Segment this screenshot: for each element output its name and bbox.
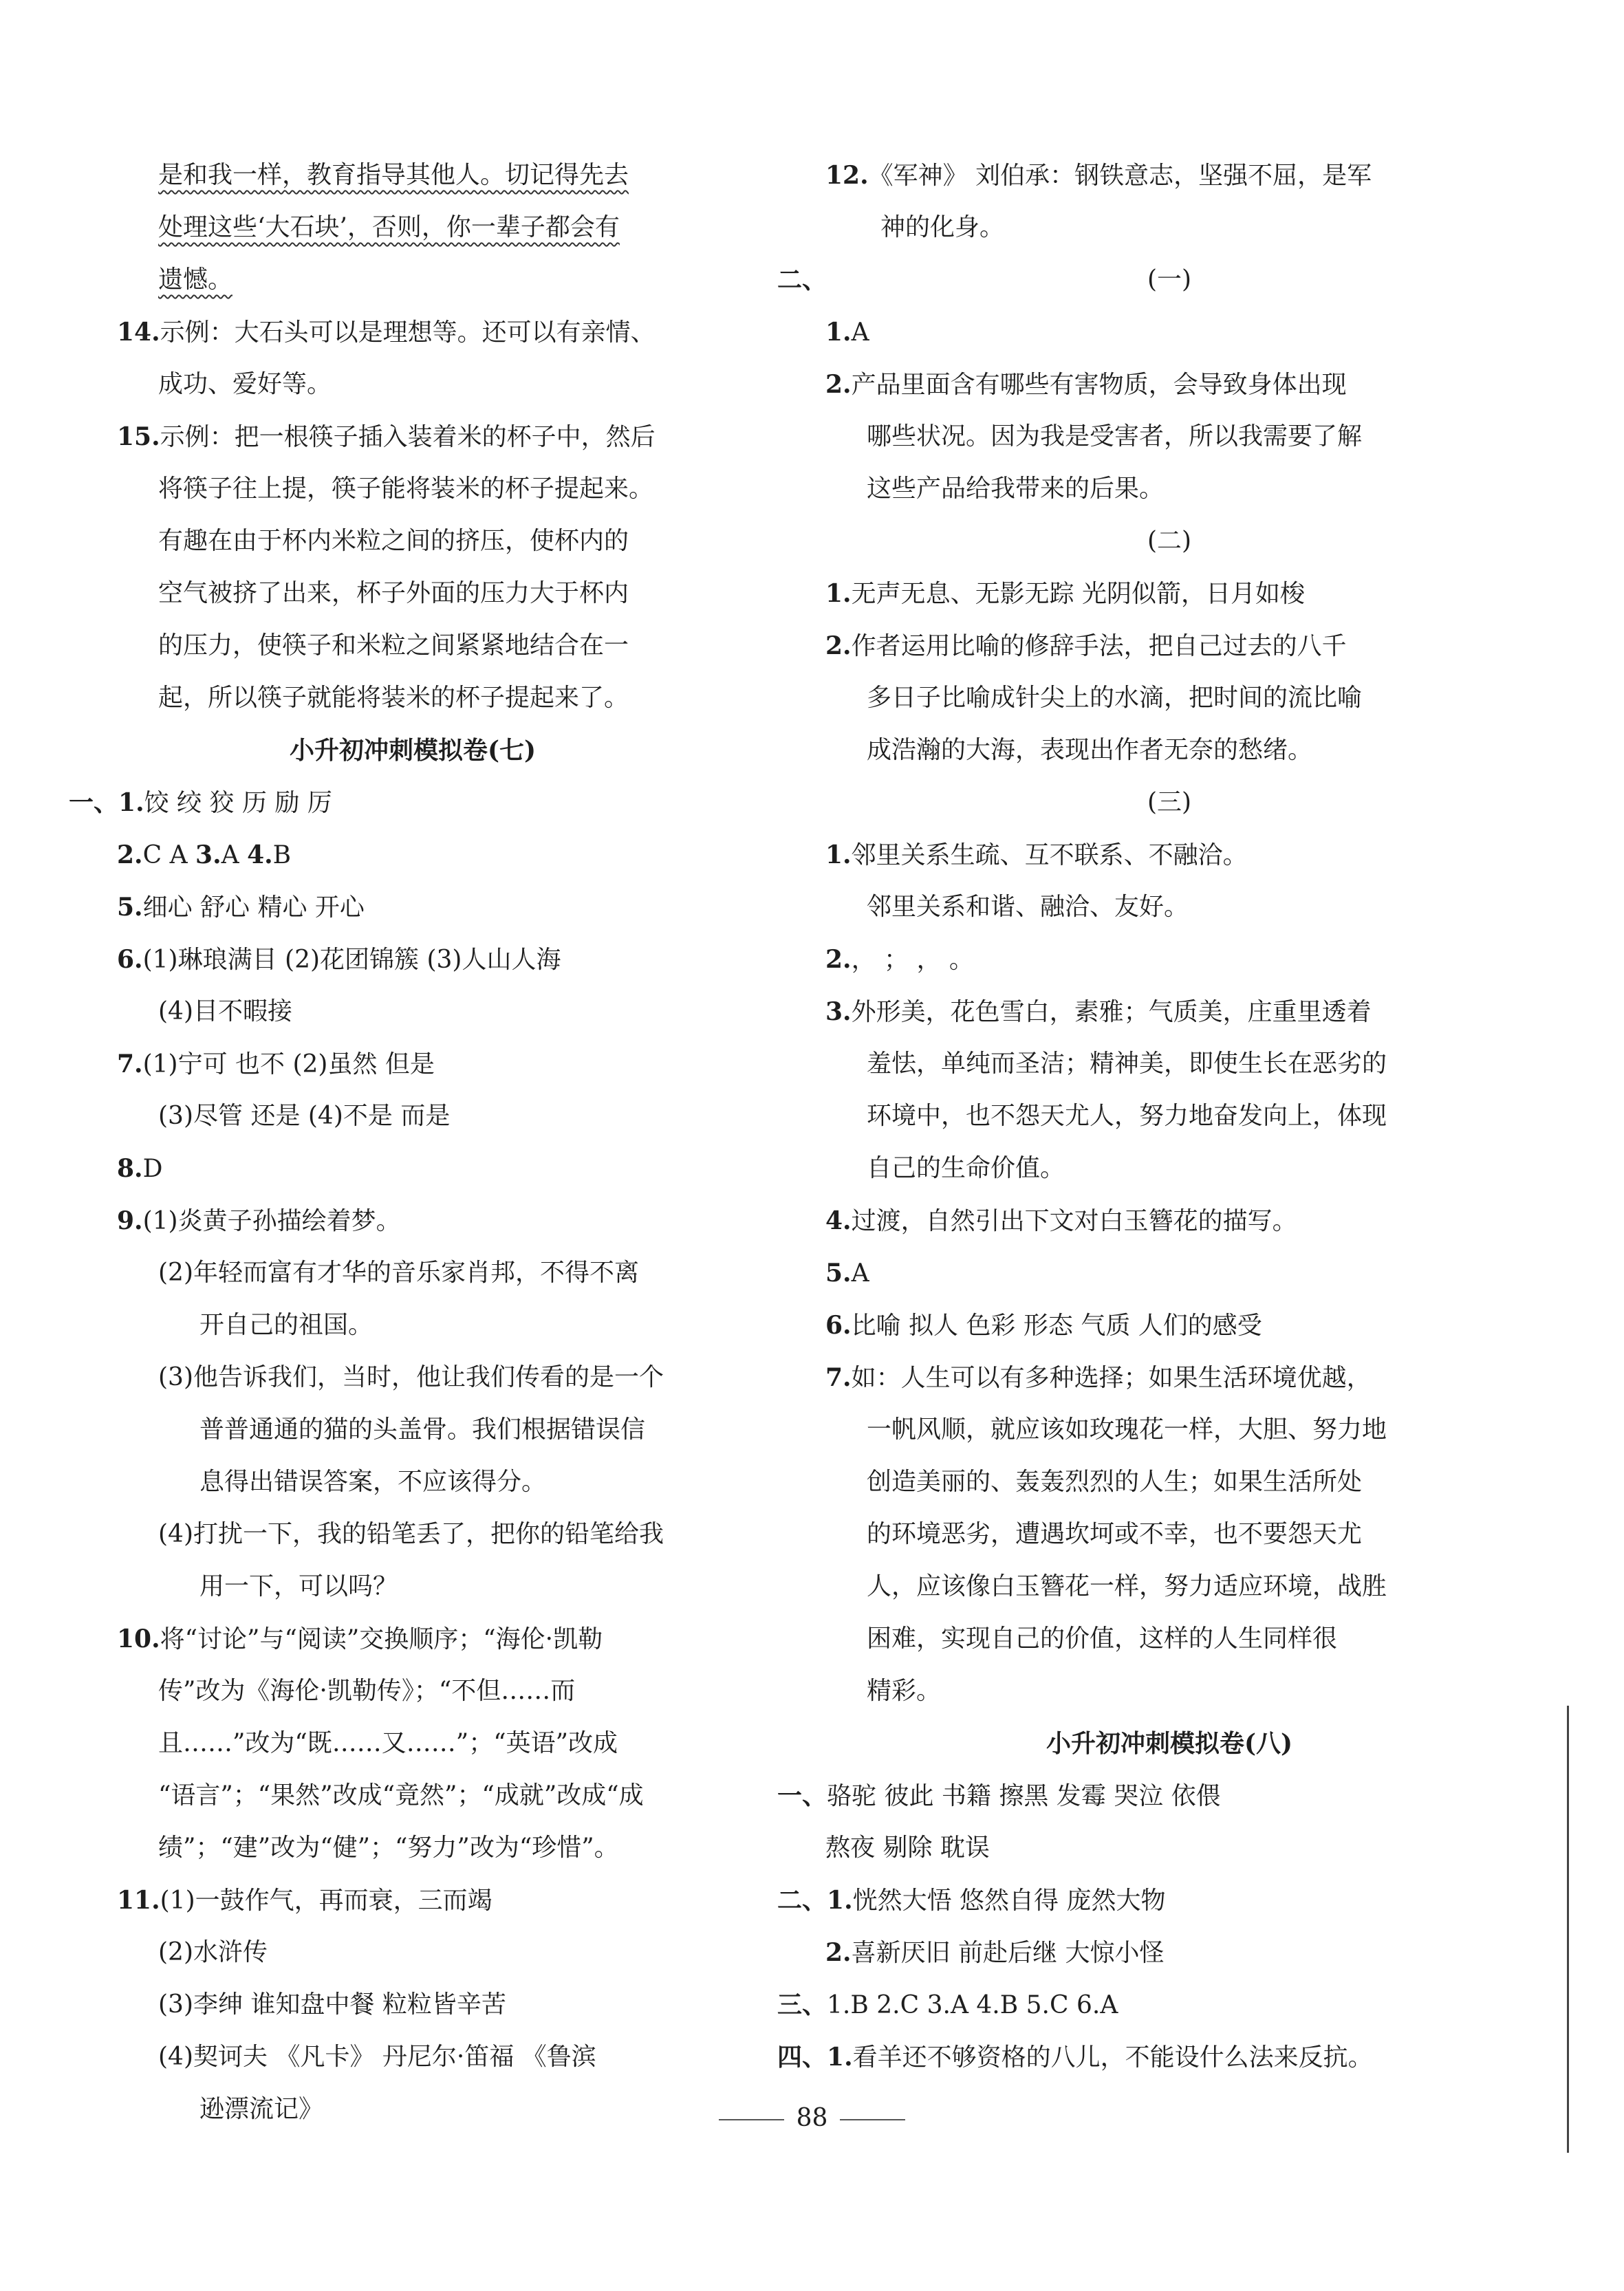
question-number: 8.	[117, 1154, 143, 1183]
answer-text: C A	[142, 841, 196, 869]
answer-text: (2)年轻而富有才华的音乐家肖邦，不得不离	[158, 1259, 639, 1287]
answer-text: 神的化身。	[880, 213, 1005, 241]
subsection-one: (一)	[1147, 265, 1192, 294]
text-line	[867, 1409, 1387, 1451]
answer-text: A	[221, 841, 248, 869]
answer-2	[825, 364, 1347, 405]
text-line	[158, 1932, 268, 1973]
question-number: 2.	[825, 370, 852, 399]
answer-7	[117, 1043, 435, 1085]
answer-text: 空气被挤了出来，杯子外面的压力大于杯内	[158, 579, 629, 607]
question-number: 2.	[825, 631, 852, 660]
answer-text: 示例：把一根筷子插入装着米的杯子中，然后	[160, 423, 656, 451]
answer-text: 哪些状况。因为我是受害者，所以我需要了解	[867, 422, 1363, 450]
question-number: 7.	[825, 1363, 852, 1392]
text-line	[158, 468, 653, 510]
answer-text: 示例：大石头可以是理想等。还可以有亲情、	[160, 318, 656, 347]
answer-text: 创造美丽的、轰轰烈烈的人生；如果生活所处	[867, 1468, 1363, 1496]
answer-text: 逊漂流记》	[199, 2095, 324, 2123]
text-line	[199, 1566, 398, 1607]
answer-text: (1)炎黄子孙描绘着梦。	[142, 1207, 401, 1235]
answer-text: 看羊还不够资格的八儿，不能设什么法来反抗。	[852, 2043, 1373, 2072]
text-line	[867, 1043, 1387, 1085]
text-line	[867, 1618, 1337, 1660]
text-line	[867, 468, 1164, 510]
answer-2	[825, 625, 1347, 666]
answer-text: 绩”；“建”改为“健”；“努力”改为“珍惜”。	[158, 1834, 619, 1862]
answer-part-2	[777, 1880, 1166, 1921]
question-number: 12.	[825, 161, 869, 190]
answer-text: 用一下，可以吗？	[199, 1572, 398, 1600]
line-text: 遗憾。	[158, 265, 233, 294]
answer-5	[825, 1252, 869, 1294]
answer-text: 成浩瀚的大海，表现出作者无奈的愁绪。	[867, 736, 1313, 764]
answer-text: 普普通通的猫的头盖骨。我们根据错误信	[199, 1415, 646, 1444]
text-line	[158, 259, 232, 301]
answer-14	[117, 312, 656, 353]
answer-text: 如：人生可以有多种选择；如果生活环境优越，	[851, 1364, 1372, 1392]
answer-part-3	[777, 1984, 1118, 2026]
text-line	[158, 573, 629, 614]
footer-dash-right	[840, 2119, 905, 2120]
answer-text: 自己的生命价值。	[867, 1154, 1065, 1182]
text-line	[199, 1409, 645, 1451]
question-number: 5.	[825, 1259, 852, 1288]
answer-5	[117, 887, 365, 928]
answer-text: 熬夜 剔除 耽误	[825, 1834, 990, 1862]
question-number: 11.	[117, 1886, 160, 1915]
text-line	[867, 1514, 1362, 1555]
section-title-8: 小升初冲刺模拟卷(八)	[1046, 1729, 1293, 1758]
subsection-two: (二)	[1147, 527, 1192, 555]
answer-text: A	[851, 318, 869, 347]
answer-text: (3)尽管 还是 (4)不是 而是	[158, 1102, 451, 1130]
answer-text: 《军神》 刘伯承：钢铁意志，坚强不屈，是军	[868, 162, 1372, 190]
section-title-7: 小升初冲刺模拟卷(七)	[289, 736, 537, 765]
answer-text: D	[142, 1155, 163, 1183]
section-number: 一、	[69, 788, 119, 817]
question-number: 5.	[117, 893, 143, 922]
answer-1	[825, 573, 1305, 614]
question-number: 2.	[825, 1938, 852, 1967]
question-number: 1.	[825, 318, 852, 347]
text-line	[158, 1671, 575, 1712]
question-number: 1.	[827, 2043, 853, 2072]
question-number: 4.	[247, 840, 273, 869]
answer-text: 一帆风顺，就应该如玫瑰花一样，大胆、努力地	[867, 1415, 1387, 1444]
text-line	[158, 1723, 618, 1764]
answer-12	[825, 155, 1372, 196]
answer-text: B	[272, 841, 292, 869]
question-number: 1.	[827, 1886, 853, 1915]
section-number: 四、	[777, 2043, 827, 2072]
answer-text: (1)琳琅满目 (2)花团锦簇 (3)人山人海	[142, 946, 561, 974]
question-number: 10.	[117, 1625, 160, 1653]
question-number: 15.	[117, 422, 160, 451]
text-line	[158, 991, 292, 1032]
answer-text: 这些产品给我带来的后果。	[867, 475, 1165, 503]
question-number: 6.	[117, 945, 143, 974]
answer-text: 的压力，使筷子和米粒之间紧紧地结合在一	[158, 631, 629, 660]
answer-15	[117, 416, 656, 457]
text-line	[867, 887, 1189, 928]
answer-9	[117, 1200, 401, 1241]
answer-text: 邻里关系生疏、互不联系、不融洽。	[851, 841, 1248, 869]
text-line	[158, 1096, 450, 1137]
scan-edge-line	[1567, 1706, 1569, 2153]
answer-text: 羞怯，单纯而圣洁；精神美，即使生长在恶劣的	[867, 1050, 1387, 1078]
answer-text: 产品里面含有哪些有害物质，会导致身体出现	[851, 371, 1347, 399]
question-number: 14.	[117, 318, 160, 347]
answer-text: (3)他告诉我们，当时，他让我们传看的是一个	[158, 1363, 664, 1391]
answer-text: 外形美，花色雪白，素雅；气质美，庄重里透着	[851, 998, 1372, 1026]
page-footer	[0, 2098, 1624, 2139]
answer-text: (1)一鼓作气，再而衰，三而竭	[160, 1887, 492, 1915]
answer-text: 骆驼 彼此 书籍 擦黑 发霉 哭泣 依偎	[827, 1782, 1221, 1810]
answer-text: 饺 绞 狡 历 励 厉	[144, 789, 332, 817]
answer-text: 邻里关系和谐、融洽、友好。	[867, 893, 1189, 921]
question-number: 1.	[825, 840, 852, 869]
answer-text: 精彩。	[867, 1677, 942, 1705]
text-line	[199, 1462, 546, 1503]
text-line	[867, 1671, 941, 1712]
answer-11	[117, 1880, 492, 1921]
section-number: 一、	[777, 1781, 827, 1810]
answer-text: 无声无息、无影无踪 光阴似箭，日月如梭	[851, 580, 1306, 608]
text-line	[158, 1775, 644, 1816]
text-line	[880, 207, 1004, 248]
section-number: 三、	[777, 1990, 827, 2019]
answer-4	[825, 1200, 1297, 1241]
answer-text: A	[851, 1259, 869, 1288]
answer-text: 开自己的祖国。	[199, 1311, 373, 1339]
answer-text: 的环境恶劣，遭遇坎坷或不幸，也不要怨天尤	[867, 1520, 1363, 1548]
text-line	[158, 2037, 596, 2078]
answer-text: (2)水浒传	[158, 1938, 268, 1966]
text-line	[158, 1827, 619, 1869]
answer-text: 1.B 2.C 3.A 4.B 5.C 6.A	[827, 1991, 1118, 2019]
text-line	[158, 1252, 639, 1294]
text-line	[867, 677, 1362, 719]
answer-1	[825, 312, 869, 353]
text-line	[158, 364, 332, 405]
answer-text: 困难，实现自己的价值，这样的人生同样很	[867, 1625, 1338, 1653]
answer-text: 作者运用比喻的修辞手法，把自己过去的八千	[851, 632, 1347, 660]
answer-text: 比喻 拟人 色彩 形态 气质 人们的感受	[851, 1312, 1262, 1340]
answer-2-4	[117, 834, 291, 876]
question-number: 1.	[118, 788, 144, 817]
answer-1	[69, 782, 332, 823]
text-line	[158, 1357, 664, 1398]
answer-text: 传”改为《海伦·凯勒传》；“不但……而	[158, 1677, 576, 1705]
text-line	[825, 1827, 990, 1869]
question-number: 6.	[825, 1311, 852, 1340]
text-line	[158, 207, 620, 248]
text-line	[158, 155, 629, 196]
text-line	[867, 730, 1312, 771]
answer-text: 恍然大悟 悠然自得 庞然大物	[852, 1887, 1166, 1915]
answer-text: 且……”改为“既……又……”；“英语”改成	[158, 1729, 618, 1757]
text-line	[867, 416, 1362, 457]
question-number: 7.	[117, 1050, 143, 1078]
answer-part-4	[777, 2037, 1373, 2078]
text-line	[867, 1566, 1387, 1607]
subsection-three: (三)	[1147, 788, 1192, 816]
line-text: 处理这些‘大石块’，否则，你一辈子都会有	[158, 213, 620, 241]
answer-text: “语言”；“果然”改成“竟然”；“成就”改成“成	[158, 1781, 644, 1810]
answer-text: (3)李绅 谁知盘中餐 粒粒皆辛苦	[158, 1990, 506, 2019]
footer-dash-left	[719, 2119, 784, 2120]
text-line	[158, 677, 629, 719]
question-number: 1.	[825, 579, 852, 608]
question-number: 2.	[117, 840, 143, 869]
question-number: 9.	[117, 1206, 143, 1235]
answer-text: (4)目不暇接	[158, 997, 292, 1025]
section-number: 二、	[777, 1886, 827, 1915]
page-number: 88	[796, 2104, 828, 2132]
answer-10	[117, 1618, 603, 1660]
answer-text: 有趣在由于杯内米粒之间的挤压，使杯内的	[158, 527, 629, 555]
answer-8	[117, 1148, 162, 1189]
answer-2	[825, 939, 974, 980]
line-text: 是和我一样，教育指导其他人。切记得先去	[158, 161, 629, 189]
answer-text: 成功、爱好等。	[158, 370, 332, 398]
answer-3	[825, 991, 1372, 1032]
answer-text: 环境中，也不怨天尤人，努力地奋发向上，体现	[867, 1102, 1387, 1130]
answer-text: 将“讨论”与“阅读”交换顺序；“海伦·凯勒	[160, 1625, 603, 1653]
text-line	[158, 1514, 664, 1555]
question-number: 4.	[825, 1206, 852, 1235]
answer-part-1	[777, 1775, 1221, 1816]
answer-text: 细心 舒心 精心 开心	[142, 893, 365, 922]
answer-text: ， ； ， 。	[851, 946, 974, 974]
answer-part-2-2	[825, 1932, 1164, 1973]
text-line	[867, 1462, 1362, 1503]
answer-text: (4)契诃夫 《凡卡》 丹尼尔·笛福 《鲁滨	[158, 2043, 596, 2071]
answer-text: 起，所以筷子就能将装米的杯子提起来了。	[158, 684, 629, 712]
answer-1	[825, 834, 1248, 876]
text-line	[158, 521, 629, 562]
text-line	[867, 1096, 1387, 1137]
question-number: 3.	[195, 840, 221, 869]
answer-text: 息得出错误答案，不应该得分。	[199, 1468, 547, 1496]
text-line	[158, 1984, 506, 2026]
answer-text: 过渡，自然引出下文对白玉簪花的描写。	[851, 1207, 1297, 1235]
answer-text: 喜新厌旧 前赴后继 大惊小怪	[851, 1939, 1165, 1967]
answer-text: 多日子比喻成针尖上的水滴，把时间的流比喻	[867, 684, 1363, 712]
question-number: 2.	[825, 945, 852, 974]
text-line	[867, 1148, 1065, 1189]
text-line	[199, 1305, 373, 1346]
answer-6	[825, 1305, 1262, 1346]
question-number: 3.	[825, 997, 852, 1026]
answer-7	[825, 1357, 1372, 1398]
answer-text: (1)宁可 也不 (2)虽然 但是	[142, 1050, 435, 1078]
section-number: 二、	[777, 265, 827, 294]
answer-text: 人，应该像白玉簪花一样，努力适应环境，战胜	[867, 1572, 1387, 1600]
answer-text: (4)打扰一下，我的铅笔丢了，把你的铅笔给我	[158, 1520, 664, 1548]
answer-text: 将筷子往上提，筷子能将装米的杯子提起来。	[158, 475, 654, 503]
text-line	[158, 625, 629, 666]
answer-6	[117, 939, 561, 980]
